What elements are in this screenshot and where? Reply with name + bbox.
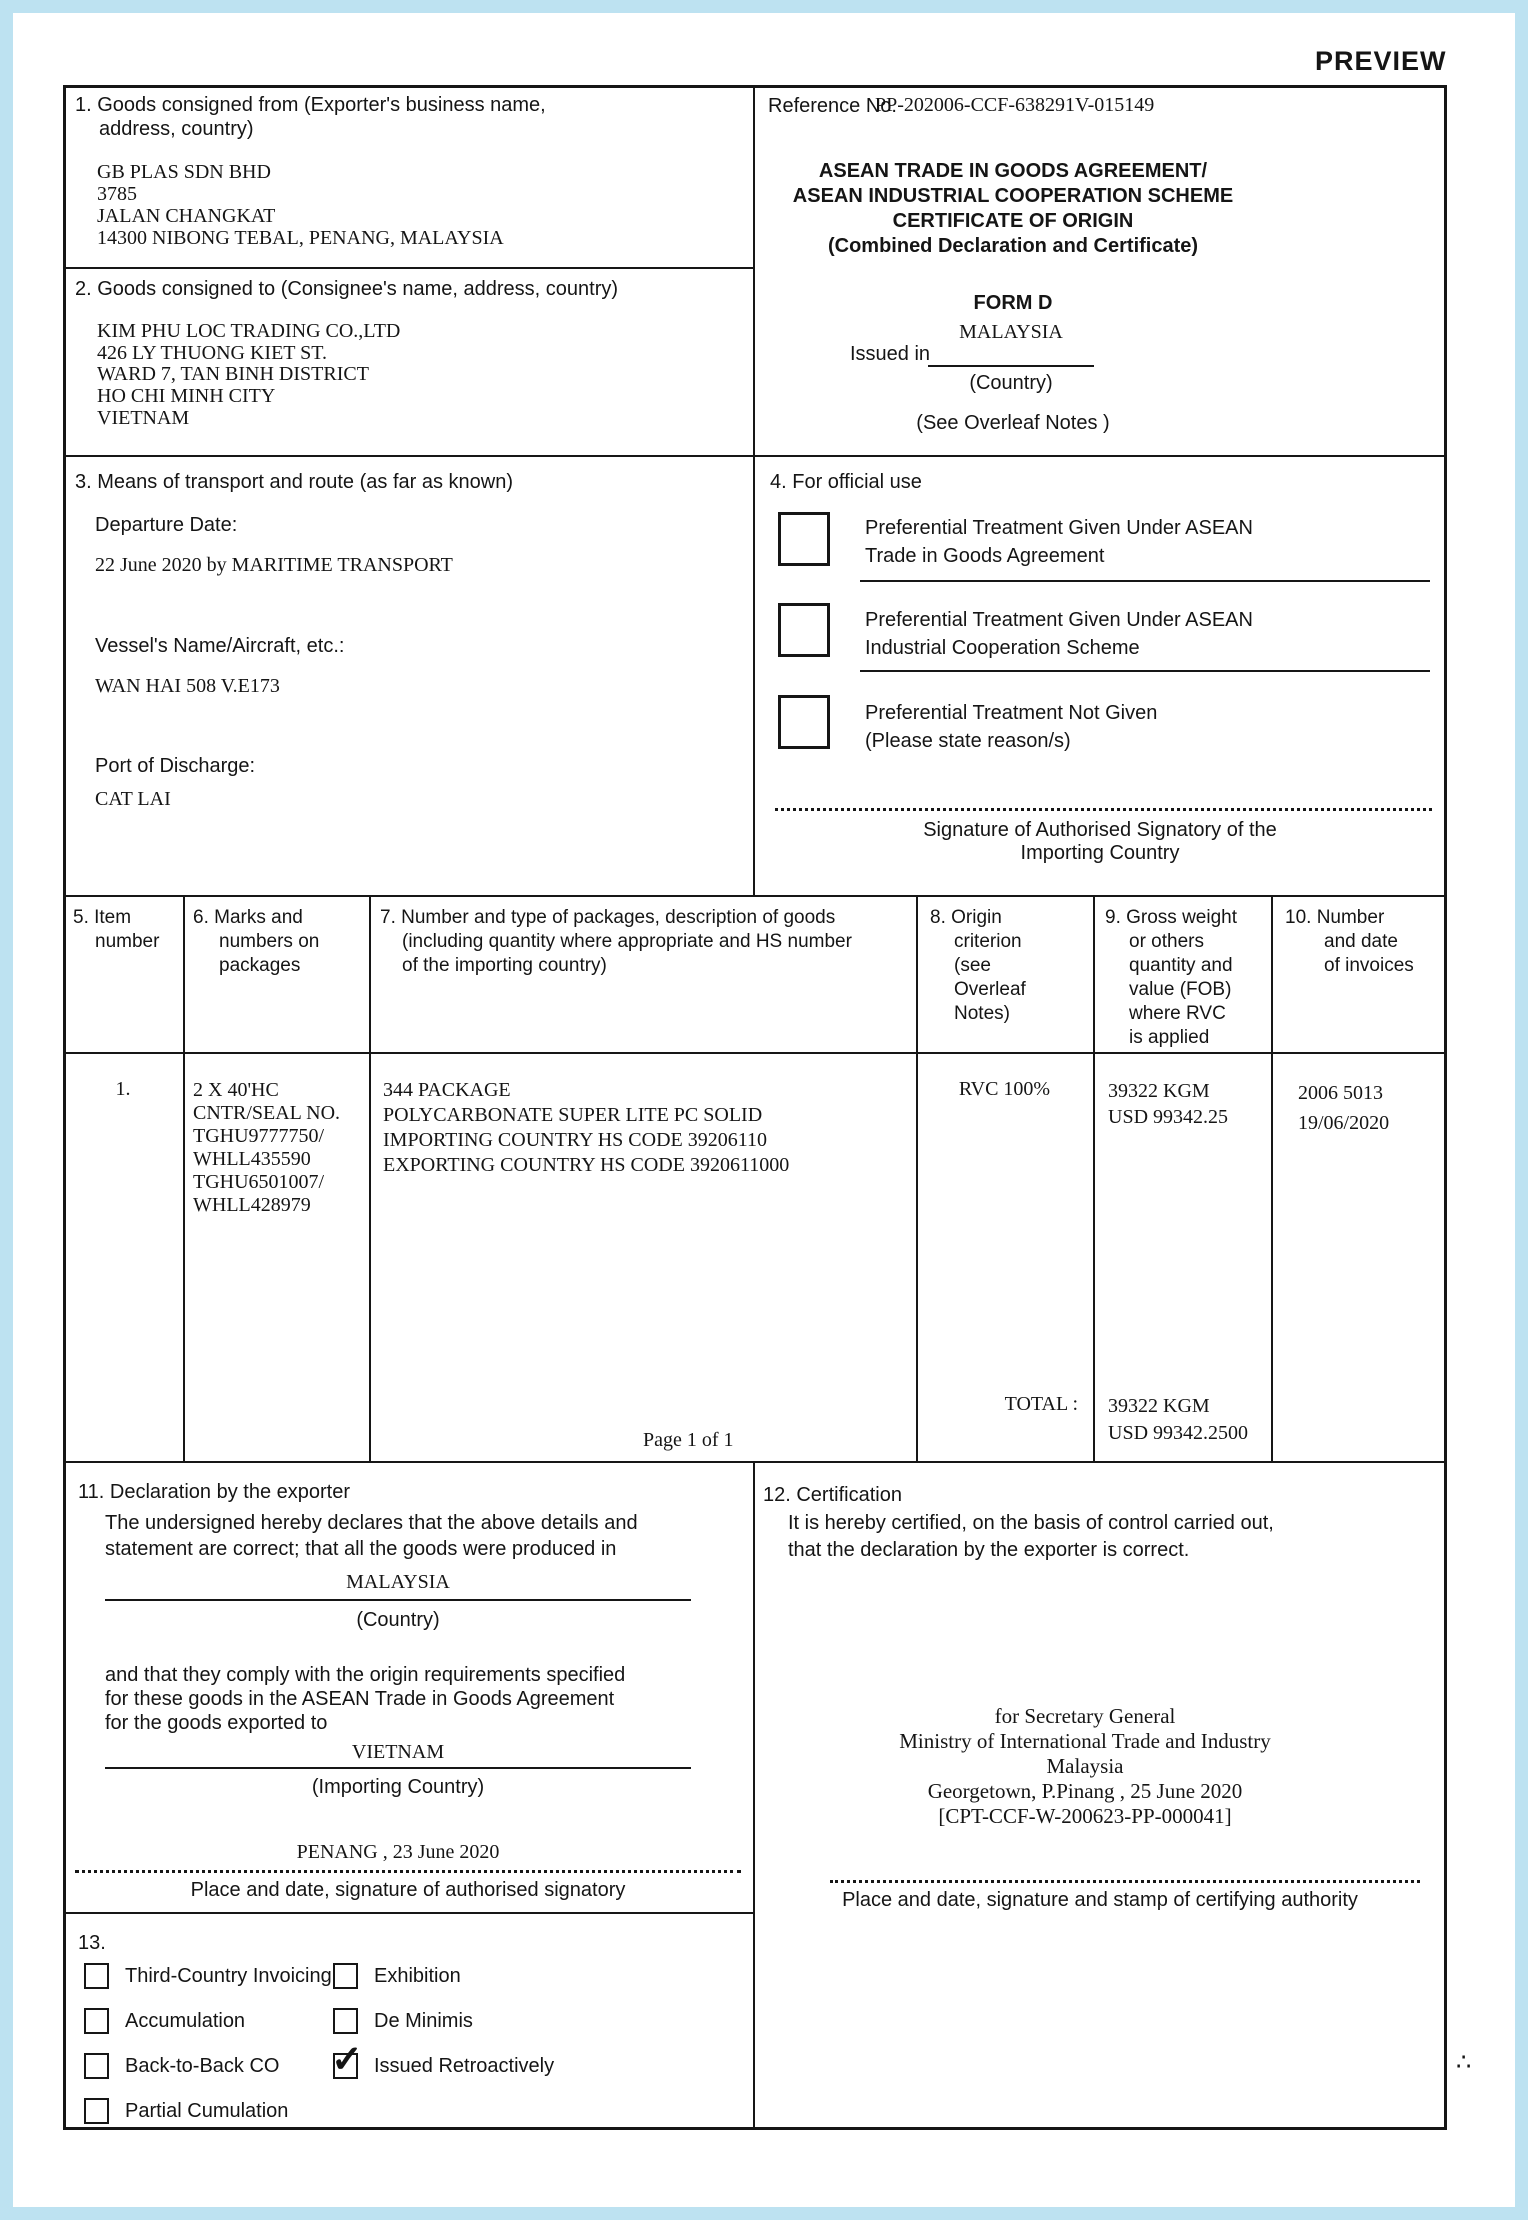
official-signature-line [775,808,1432,811]
box1-title-line1: 1. Goods consigned from (Exporter's business name, [75,94,546,116]
port-discharge-value: CAT LAI [95,788,171,810]
overleaf-note: (See Overleaf Notes ) [916,412,1110,434]
form-d-label: FORM D [973,292,1053,314]
produced-in-country: MALAYSIA [346,1571,450,1593]
checkbox-third-country-invoicing[interactable] [84,1963,109,1989]
exported-to-underline [105,1767,691,1769]
authority-signature-caption: Place and date, signature and stamp of certifying authority [842,1889,1358,1911]
label-partial-cumulation: Partial Cumulation [125,2100,289,2122]
box12-title: 12. Certification [763,1484,902,1506]
issued-retroactively-checkmark: ✓ [331,2039,363,2081]
exporter-signature-caption: Place and date, signature of authorised signatory [190,1879,626,1901]
certificate-title: ASEAN TRADE IN GOODS AGREEMENT/ ASEAN INDUSTRIAL COOPERATION SCHEME CERTIFICATE OF ORIGIN (Combined Declaration and Certificate) [792,160,1234,257]
certifying-authority-block: for Secretary General Ministry of International Trade and Industry Malaysia Georgetown, P.Pinang , 25 June 2020 [CPT-CCF-W-200623-PP-000041] [899,1704,1271,1828]
official-signature-caption: Signature of Authorised Signatory of the Importing Country [923,819,1277,864]
box13-number: 13. [78,1932,106,1954]
total-values: 39322 KGM USD 99342.2500 [1108,1395,1249,1444]
official-use-line-2 [860,670,1430,672]
departure-date-value: 22 June 2020 by MARITIME TRANSPORT [95,554,453,576]
box11-title: 11. Declaration by the exporter [78,1481,351,1503]
header-packages-description: 7. Number and type of packages, description of goods (including quantity where appropriate and HS number of the importing country) [380,907,852,976]
vessel-label: Vessel's Name/Aircraft, etc.: [95,635,345,657]
label-issued-retroactively: Issued Retroactively [374,2055,555,2077]
option-not-given-label: Preferential Treatment Not Given (Please state reason/s) [865,702,1158,752]
produced-in-underline [105,1599,691,1601]
box1-title-line2: address, country) [99,118,254,140]
divider-box11-box13 [63,1912,755,1914]
header-marks-numbers: 6. Marks and numbers on packages [193,907,320,976]
checkbox-accumulation[interactable] [84,2008,109,2034]
header-invoice-number-date: 10. Number and date of invoices [1285,907,1414,976]
col5-col6-border [183,895,185,1463]
box4-title: 4. For official use [770,471,922,493]
issued-in-label: Issued in [850,343,931,365]
col6-col7-border [369,895,371,1463]
document-page [13,13,1515,2207]
box2-title: 2. Goods consigned to (Consignee's name, address, country) [75,278,619,300]
exporter-address: GB PLAS SDN BHD 3785 JALAN CHANGKAT 14300 NIBONG TEBAL, PENANG, MALAYSIA [97,161,504,249]
label-back-to-back-co: Back-to-Back CO [125,2055,280,2077]
issued-in-underline [928,365,1094,367]
checkbox-back-to-back-co[interactable] [84,2053,109,2079]
label-accumulation: Accumulation [125,2010,246,2032]
port-discharge-label: Port of Discharge: [95,755,256,777]
box3-title: 3. Means of transport and route (as far as known) [75,471,513,493]
checkbox-not-given[interactable] [778,695,830,749]
stray-mark: ∴ [1456,2050,1472,2076]
option-aico-label: Preferential Treatment Given Under ASEAN Industrial Cooperation Scheme [865,609,1253,659]
col9-col10-border [1271,895,1273,1463]
exporter-signature-line [75,1870,741,1873]
produced-in-caption: (Country) [356,1609,440,1631]
official-use-line-1 [860,580,1430,582]
row-item-number: 1. [115,1078,131,1100]
checkbox-aico-preferential[interactable] [778,603,830,657]
table-bottom-border [63,1461,1447,1463]
consignee-name: KIM PHU LOC TRADING CO.,LTD [97,320,401,342]
consignee-address: KIM PHU LOC TRADING CO.,LTD 426 LY THUONG KIET ST. WARD 7, TAN BINH DISTRICT HO CHI MINH CITY VIETNAM [97,320,401,429]
exporter-place-date: PENANG , 23 June 2020 [296,1841,500,1863]
checkbox-partial-cumulation[interactable] [84,2098,109,2124]
row-origin-criterion: RVC 100% [958,1078,1051,1100]
divider-row2-row3 [63,455,1447,457]
departure-date-label: Departure Date: [95,514,238,536]
exporter-name: GB PLAS SDN BHD [97,161,271,183]
declaration-para1: The undersigned hereby declares that the above details and statement are correct; that all the goods were produced in [105,1512,638,1560]
issued-in-value: MALAYSIA [959,321,1063,343]
header-origin-criterion: 8. Origin criterion (see Overleaf Notes) [930,907,1026,1024]
table-header-border [63,1052,1447,1054]
col7-col8-border [916,895,918,1463]
label-third-country-invoicing: Third-Country Invoicing [125,1965,332,1987]
row-invoice-number-date: 2006 5013 19/06/2020 [1298,1082,1390,1134]
label-exhibition: Exhibition [374,1965,461,1987]
header-gross-weight: 9. Gross weight or others quantity and value (FOB) where RVC is applied [1105,907,1237,1048]
label-de-minimis: De Minimis [374,2010,473,2032]
authority-signature-line [830,1880,1420,1883]
col8-col9-border [1093,895,1095,1463]
table-top-border [63,895,1447,897]
row-marks-numbers: 2 X 40'HC CNTR/SEAL NO. TGHU9777750/ WHLL435590 TGHU6501007/ WHLL428979 [193,1079,341,1216]
checkbox-atiga-preferential[interactable] [778,512,830,566]
divider-box1-box2 [63,267,755,269]
header-item-number: 5. Item number [73,907,160,952]
checkbox-de-minimis[interactable] [333,2008,358,2034]
row-weight-value: 39322 KGM USD 99342.25 [1108,1080,1229,1128]
country-caption: (Country) [969,372,1053,394]
row-goods-description: 344 PACKAGE POLYCARBONATE SUPER LITE PC SOLID IMPORTING COUNTRY HS CODE 39206110 EXPORTING COUNTRY HS CODE 3920611000 [383,1079,790,1176]
importing-country-caption: (Importing Country) [311,1776,485,1798]
reference-value: PP-202006-CCF-638291V-015149 [875,94,1155,116]
exported-to-country: VIETNAM [351,1741,445,1763]
page-note: Page 1 of 1 [643,1429,734,1451]
total-label: TOTAL : [1004,1393,1078,1415]
declaration-para2: and that they comply with the origin requirements specified for these goods in the ASEAN Trade in Goods Agreement for the goods exported to [105,1664,626,1734]
checkbox-exhibition[interactable] [333,1963,358,1989]
certification-para: It is hereby certified, on the basis of control carried out, that the declaration by the exporter is correct. [788,1512,1274,1561]
vessel-value: WAN HAI 508 V.E173 [95,675,280,697]
reference-label: Reference No. [768,95,897,117]
option-atiga-label: Preferential Treatment Given Under ASEAN Trade in Goods Agreement [865,517,1253,567]
preview-watermark: PREVIEW [1315,46,1447,76]
